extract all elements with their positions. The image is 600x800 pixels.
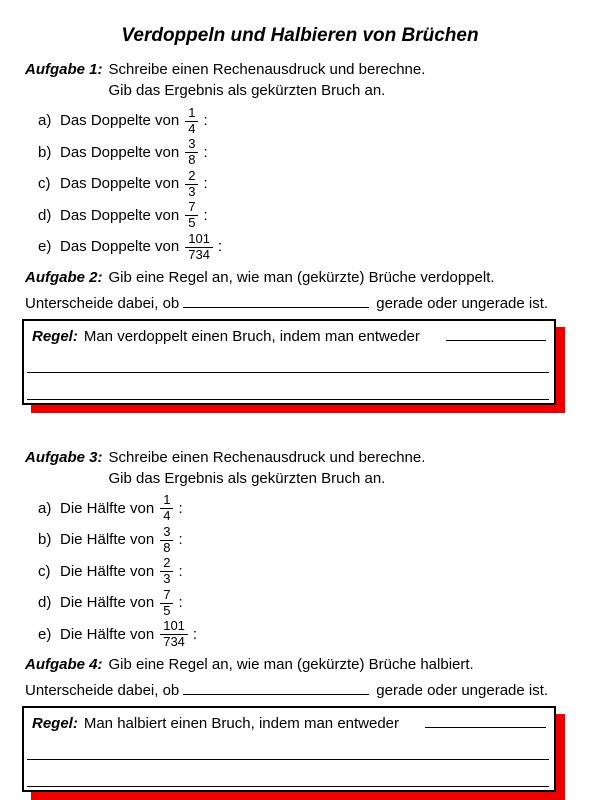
task3-instruction-line1: Schreibe einen Rechenausdruck und berechne. — [108, 448, 426, 466]
item-text: Das Doppelte von — [60, 238, 180, 256]
task4-instruction: Gib eine Regel an, wie man (gekürzte) Brüche halbiert. — [108, 656, 474, 673]
rule-row — [24, 708, 554, 733]
item-text: Die Hälfte von — [60, 531, 155, 549]
task1-item-d — [38, 200, 600, 232]
task1-item-a — [38, 105, 600, 137]
task1-item-list — [38, 105, 600, 263]
item-letter: e) — [38, 238, 52, 256]
task3-item-b — [38, 524, 600, 556]
task1-label: Aufgabe 1: — [25, 61, 103, 78]
fraction-numerator: 1 — [185, 106, 198, 122]
fraction-denominator: 4 — [188, 120, 196, 136]
fraction-denominator: 3 — [188, 183, 196, 199]
rule-label: Regel: — [32, 327, 78, 345]
fill-in-blank — [183, 680, 369, 695]
task4-label: Aufgabe 4: — [25, 656, 103, 673]
item-text: Das Doppelte von — [60, 175, 180, 193]
item-letter: d) — [38, 206, 52, 224]
item-text: Das Doppelte von — [60, 206, 180, 224]
task3-label: Aufgabe 3: — [25, 448, 103, 466]
rule-write-line — [27, 346, 549, 373]
item-colon: : — [203, 175, 208, 193]
fraction-denominator: 5 — [188, 215, 196, 231]
fraction-denominator: 734 — [163, 634, 185, 650]
task2-label: Aufgabe 2: — [25, 268, 103, 286]
rule-write-line — [27, 373, 549, 400]
task3-item-list — [38, 493, 600, 651]
task1-item-c — [38, 168, 600, 200]
rule-box-doubling — [22, 319, 556, 405]
item-text: Die Hälfte von — [60, 594, 155, 612]
fraction — [160, 588, 173, 618]
fraction-numerator: 101 — [160, 619, 188, 635]
item-text: Das Doppelte von — [60, 112, 180, 130]
rule-text: Man verdoppelt einen Bruch, indem man entweder — [83, 327, 420, 345]
item-letter: e) — [38, 625, 52, 643]
item-colon: : — [178, 562, 183, 580]
task3-item-c — [38, 556, 600, 588]
fraction — [160, 493, 173, 523]
item-colon: : — [192, 625, 198, 643]
task1-instruction-line2: Gib das Ergebnis als gekürzten Bruch an. — [108, 82, 386, 99]
fraction-numerator: 101 — [185, 232, 213, 248]
fraction — [185, 137, 198, 167]
item-colon: : — [203, 143, 208, 161]
rule-label: Regel: — [32, 715, 78, 732]
rule-fill-line — [425, 714, 546, 728]
task1-item-e — [38, 231, 600, 263]
item-letter: b) — [38, 531, 52, 549]
fraction-denominator: 5 — [163, 602, 171, 618]
fraction — [185, 106, 198, 136]
fraction-numerator: 2 — [160, 556, 173, 572]
rule-write-line — [27, 760, 549, 787]
fraction-numerator: 3 — [185, 137, 198, 153]
task3-header — [25, 447, 575, 489]
item-colon: : — [217, 238, 223, 256]
blank-suffix: gerade oder ungerade ist. — [376, 682, 549, 699]
task1-item-b — [38, 137, 600, 169]
task2-header — [25, 267, 575, 288]
item-letter: c) — [38, 562, 51, 580]
item-text: Die Hälfte von — [60, 562, 155, 580]
item-colon: : — [178, 531, 183, 549]
task1-header — [25, 59, 575, 101]
fraction — [185, 200, 198, 230]
fraction-denominator: 8 — [188, 152, 196, 168]
item-letter: a) — [38, 499, 52, 517]
item-letter: b) — [38, 143, 52, 161]
task3-item-e — [38, 619, 600, 651]
fraction — [185, 169, 198, 199]
fraction-denominator: 3 — [163, 571, 171, 587]
task3-instruction — [109, 447, 426, 489]
item-colon: : — [178, 594, 183, 612]
task2-blank-sentence — [25, 293, 575, 314]
rule-text: Man halbiert einen Bruch, indem man entweder — [83, 715, 400, 732]
task1-instruction-line1: Schreibe einen Rechenausdruck und berechne. — [108, 61, 426, 78]
page-title: Verdoppeln und Halbieren von Brüchen — [121, 25, 479, 46]
item-colon: : — [203, 112, 208, 130]
fraction-numerator: 7 — [185, 200, 198, 216]
item-colon: : — [178, 499, 183, 517]
task4-blank-sentence — [25, 680, 575, 701]
fraction-denominator: 734 — [188, 246, 210, 262]
fraction-numerator: 7 — [160, 588, 173, 604]
blank-prefix: Unterscheide dabei, ob — [25, 294, 180, 312]
item-letter: d) — [38, 594, 52, 612]
fraction-numerator: 3 — [160, 525, 173, 541]
item-text: Die Hälfte von — [60, 499, 155, 517]
blank-prefix: Unterscheide dabei, ob — [25, 682, 180, 699]
fraction — [160, 556, 173, 586]
rule-box-halving — [22, 706, 556, 792]
rule-fill-line — [446, 327, 546, 341]
item-text: Die Hälfte von — [60, 625, 155, 643]
fraction-denominator: 8 — [163, 539, 171, 555]
blank-suffix: gerade oder ungerade ist. — [376, 294, 549, 312]
task1-instruction — [109, 59, 426, 101]
rule-row — [24, 321, 554, 346]
rule-write-line — [27, 733, 549, 760]
fraction — [185, 232, 213, 262]
task3-item-a — [38, 493, 600, 525]
item-letter: a) — [38, 112, 52, 130]
item-colon: : — [203, 206, 208, 224]
item-letter: c) — [38, 175, 51, 193]
task2-instruction: Gib eine Regel an, wie man (gekürzte) Brüche verdoppelt. — [108, 268, 495, 286]
fraction-denominator: 4 — [163, 508, 171, 524]
item-text: Das Doppelte von — [60, 143, 180, 161]
task3-instruction-line2: Gib das Ergebnis als gekürzten Bruch an. — [108, 469, 386, 487]
fill-in-blank — [183, 293, 369, 308]
fraction-numerator: 1 — [160, 493, 173, 509]
section-spacer — [0, 405, 600, 447]
fraction — [160, 525, 173, 555]
fraction — [160, 619, 188, 649]
task3-item-d — [38, 587, 600, 619]
fraction-numerator: 2 — [185, 169, 198, 185]
task4-header — [25, 654, 575, 675]
